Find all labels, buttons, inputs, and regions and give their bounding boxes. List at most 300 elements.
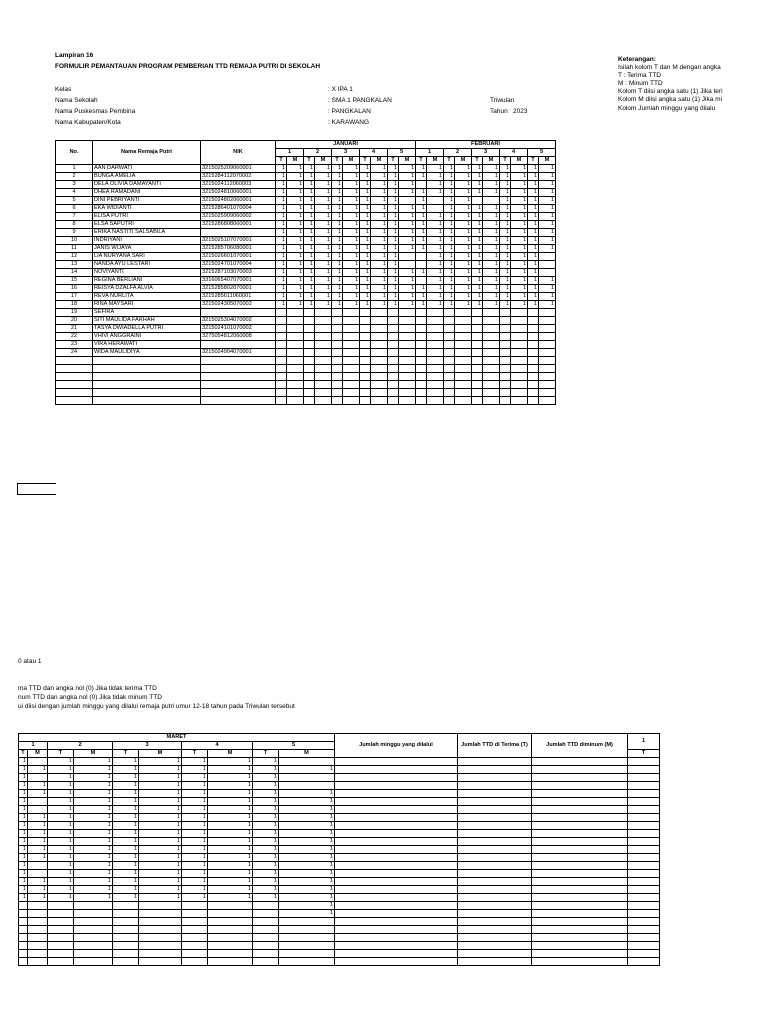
ttd-value: 1: [279, 862, 335, 870]
ttd-value: 1: [28, 766, 48, 774]
ttd-value: 1: [182, 782, 208, 790]
monitoring-table-maret: [18, 733, 660, 966]
ttd-value: [416, 349, 427, 357]
summary-cell: [532, 902, 628, 910]
summary-cell: [335, 878, 458, 886]
ttd-value: 1: [113, 798, 139, 806]
empty-cell: [19, 926, 28, 934]
empty-cell: [343, 397, 360, 405]
col-header-name: Nama Remaja Putri: [93, 141, 201, 165]
ttd-value: 1: [483, 261, 500, 269]
ttd-value: 1: [182, 870, 208, 878]
ttd-value: 1: [139, 766, 182, 774]
ttd-value: [279, 758, 335, 766]
ttd-value: [343, 325, 360, 333]
student-no: 22: [56, 333, 93, 341]
ttd-value: [388, 325, 399, 333]
empty-cell: [201, 357, 276, 365]
empty-cell: [28, 918, 48, 926]
ttd-value: 1: [287, 189, 304, 197]
ttd-value: 1: [427, 165, 444, 173]
ttd-value: 1: [483, 221, 500, 229]
ttd-value: 1: [287, 269, 304, 277]
ttd-value: [19, 910, 28, 918]
student-no: 21: [56, 325, 93, 333]
ttd-value: 1: [139, 822, 182, 830]
ttd-value: 1: [399, 269, 416, 277]
ttd-value: [399, 253, 416, 261]
ttd-value: 1: [28, 894, 48, 902]
week-header: 4: [360, 149, 388, 157]
ttd-value: [528, 341, 539, 349]
empty-cell: [628, 958, 660, 966]
table-row-empty: [56, 365, 556, 373]
empty-cell: [335, 950, 458, 958]
tahun-value: 2023: [513, 108, 528, 115]
ttd-value: 1: [315, 293, 332, 301]
empty-cell: [458, 918, 532, 926]
empty-cell: [56, 389, 93, 397]
ttd-value: 1: [287, 285, 304, 293]
ttd-value: 1: [399, 189, 416, 197]
ttd-value: 1: [455, 253, 472, 261]
empty-cell: [139, 918, 182, 926]
student-name: TASYA DWIADELLA PUTRI: [93, 325, 201, 333]
ttd-value: 1: [500, 245, 511, 253]
student-no: 7: [56, 213, 93, 221]
table-row: [56, 301, 556, 309]
ttd-value: 1: [139, 838, 182, 846]
ttd-value: 1: [388, 261, 399, 269]
empty-cell: [253, 958, 279, 966]
empty-cell: [74, 950, 113, 958]
empty-cell: [335, 958, 458, 966]
summary-cell: [335, 766, 458, 774]
empty-cell: [360, 381, 371, 389]
ttd-value: 1: [139, 814, 182, 822]
ttd-value: 1: [511, 261, 528, 269]
ttd-value: 1: [511, 277, 528, 285]
empty-cell: [500, 389, 511, 397]
ttd-value: 1: [539, 229, 556, 237]
ttd-value: 1: [304, 197, 315, 205]
summary-cell: [628, 886, 660, 894]
ttd-value: 1: [182, 814, 208, 822]
table-row-empty: [56, 397, 556, 405]
ttd-value: [48, 910, 74, 918]
table-row: [56, 277, 556, 285]
student-no: 23: [56, 341, 93, 349]
empty-cell: [388, 389, 399, 397]
ttd-value: 1: [304, 213, 315, 221]
student-name: VHIVI ANGGRAINI: [93, 333, 201, 341]
empty-cell: [458, 950, 532, 958]
ttd-value: [253, 910, 279, 918]
ttd-value: 1: [19, 894, 28, 902]
ttd-value: 1: [276, 205, 287, 213]
ttd-value: 1: [315, 189, 332, 197]
empty-cell: [472, 389, 483, 397]
ttd-value: [343, 333, 360, 341]
ttd-value: 1: [511, 205, 528, 213]
col-header-jumlah-minum: Jumlah TTD diminum (M): [532, 734, 628, 758]
summary-cell: [532, 846, 628, 854]
ttd-value: 1: [388, 285, 399, 293]
summary-cell: [532, 862, 628, 870]
ttd-value: 1: [343, 269, 360, 277]
empty-cell: [287, 373, 304, 381]
ttd-value: [276, 325, 287, 333]
ttd-value: 1: [276, 181, 287, 189]
empty-cell: [399, 357, 416, 365]
ttd-value: 1: [276, 277, 287, 285]
table-row: [19, 846, 660, 854]
ttd-value: [511, 341, 528, 349]
ttd-value: [416, 341, 427, 349]
week-header: 1: [416, 149, 444, 157]
empty-cell: [455, 365, 472, 373]
student-name: DELA OLIVIA DAMAYANTI: [93, 181, 201, 189]
ttd-value: 1: [253, 894, 279, 902]
ttd-value: 1: [304, 277, 315, 285]
page-break-line: [17, 483, 56, 495]
student-name: LIA NURYANA SARI: [93, 253, 201, 261]
ttd-value: 1: [511, 221, 528, 229]
ttd-value: [528, 325, 539, 333]
month-header-februari: FEBRUARI: [416, 141, 556, 149]
ttd-value: 1: [472, 221, 483, 229]
table-row: [56, 181, 556, 189]
table-row: [56, 269, 556, 277]
empty-cell: [444, 365, 455, 373]
table-row: [56, 189, 556, 197]
ttd-value: 1: [472, 277, 483, 285]
ttd-value: 1: [332, 269, 343, 277]
table-row: [19, 878, 660, 886]
ttd-value: 1: [388, 173, 399, 181]
ttd-value: 1: [427, 261, 444, 269]
table-row-empty: [56, 381, 556, 389]
ttd-value: 1: [48, 814, 74, 822]
col-header-m: M: [539, 157, 556, 165]
summary-cell: [458, 910, 532, 918]
empty-cell: [332, 381, 343, 389]
ttd-value: 1: [388, 213, 399, 221]
monitoring-table-jan-feb: [55, 140, 556, 405]
ttd-value: 1: [287, 197, 304, 205]
empty-cell: [208, 926, 253, 934]
empty-cell: [113, 950, 139, 958]
student-name: SITI MAULIDA FARHAH: [93, 317, 201, 325]
empty-cell: [388, 381, 399, 389]
ttd-value: 1: [528, 165, 539, 173]
student-nik: 3215025909060002: [201, 213, 276, 221]
ttd-value: 1: [287, 245, 304, 253]
ttd-value: 1: [388, 229, 399, 237]
ttd-value: 1: [315, 245, 332, 253]
ttd-value: [528, 317, 539, 325]
ttd-value: 1: [371, 293, 388, 301]
ttd-value: [74, 910, 113, 918]
empty-cell: [276, 373, 287, 381]
empty-cell: [48, 918, 74, 926]
summary-cell: [628, 814, 660, 822]
student-name: ERIKA NASTITI SALSABILA: [93, 229, 201, 237]
summary-cell: [458, 902, 532, 910]
empty-cell: [253, 950, 279, 958]
empty-cell: [201, 381, 276, 389]
ttd-value: [455, 309, 472, 317]
ttd-value: 1: [500, 213, 511, 221]
summary-cell: [532, 830, 628, 838]
empty-cell: [208, 918, 253, 926]
student-nik: 3215024112060003: [201, 181, 276, 189]
student-name: NANDA AYU LESTARI: [93, 261, 201, 269]
ttd-value: [304, 333, 315, 341]
empty-cell: [201, 373, 276, 381]
ttd-value: 1: [511, 269, 528, 277]
ttd-value: [427, 205, 444, 213]
ttd-value: [28, 910, 48, 918]
empty-cell: [539, 397, 556, 405]
ttd-value: 1: [113, 766, 139, 774]
ttd-value: 1: [528, 229, 539, 237]
ttd-value: [455, 349, 472, 357]
ttd-value: 1: [343, 165, 360, 173]
ttd-value: [287, 349, 304, 357]
col-header-m: M: [511, 157, 528, 165]
ttd-value: [371, 333, 388, 341]
ttd-value: 1: [287, 213, 304, 221]
ttd-value: 1: [74, 782, 113, 790]
ttd-value: [539, 341, 556, 349]
ttd-value: 1: [113, 774, 139, 782]
ttd-value: [472, 341, 483, 349]
ttd-value: 1: [253, 806, 279, 814]
ttd-value: 1: [208, 846, 253, 854]
summary-cell: [458, 814, 532, 822]
note-line: ui diisi dengan jumlah minggu yang dilalui remaja putri umur 12-18 tahun pada Triwulan tersebut: [18, 703, 295, 710]
ttd-value: 1: [483, 173, 500, 181]
ttd-value: [182, 910, 208, 918]
student-name: AAN DARWATI: [93, 165, 201, 173]
ttd-value: 1: [74, 862, 113, 870]
ttd-value: [511, 309, 528, 317]
keterangan-line: T : Terima TTD: [618, 72, 661, 79]
ttd-value: 1: [276, 245, 287, 253]
ttd-value: 1: [304, 181, 315, 189]
week-header: 4: [500, 149, 528, 157]
ttd-value: 1: [48, 854, 74, 862]
empty-cell: [444, 389, 455, 397]
summary-cell: [628, 758, 660, 766]
col-header-t: T: [416, 157, 427, 165]
empty-cell: [201, 365, 276, 373]
col-header-m: M: [371, 157, 388, 165]
ttd-value: 1: [48, 806, 74, 814]
summary-cell: [628, 774, 660, 782]
empty-cell: [399, 373, 416, 381]
student-name: ELSA SAPUTRI: [93, 221, 201, 229]
ttd-value: 1: [500, 261, 511, 269]
empty-cell: [472, 365, 483, 373]
empty-cell: [276, 357, 287, 365]
empty-cell: [628, 926, 660, 934]
empty-cell: [93, 397, 201, 405]
ttd-value: 1: [427, 173, 444, 181]
ttd-value: 1: [28, 814, 48, 822]
summary-cell: [628, 838, 660, 846]
ttd-value: 1: [416, 301, 427, 309]
student-name: VIRA HERAWATI: [93, 341, 201, 349]
empty-cell: [416, 365, 427, 373]
ttd-value: [427, 349, 444, 357]
ttd-value: 1: [528, 221, 539, 229]
ttd-value: [19, 902, 28, 910]
ttd-value: [343, 349, 360, 357]
ttd-value: 1: [182, 830, 208, 838]
ttd-value: [539, 317, 556, 325]
table-row: [19, 854, 660, 862]
ttd-value: [444, 309, 455, 317]
ttd-value: 1: [332, 173, 343, 181]
ttd-value: [427, 325, 444, 333]
col-header-t: T: [500, 157, 511, 165]
ttd-value: [371, 325, 388, 333]
ttd-value: 1: [113, 846, 139, 854]
ttd-value: 1: [253, 830, 279, 838]
ttd-value: 1: [416, 197, 427, 205]
table-row: [56, 173, 556, 181]
summary-cell: [628, 870, 660, 878]
ttd-value: [444, 325, 455, 333]
empty-cell: [335, 926, 458, 934]
empty-cell: [113, 934, 139, 942]
empty-cell: [253, 918, 279, 926]
ttd-value: 1: [74, 886, 113, 894]
ttd-value: [472, 197, 483, 205]
ttd-value: 1: [19, 806, 28, 814]
ttd-value: 1: [360, 205, 371, 213]
empty-cell: [371, 389, 388, 397]
summary-cell: [628, 902, 660, 910]
ttd-value: 1: [332, 165, 343, 173]
ttd-value: 1: [444, 301, 455, 309]
ttd-value: [304, 309, 315, 317]
ttd-value: 1: [182, 846, 208, 854]
ttd-value: 1: [304, 237, 315, 245]
ttd-value: [276, 333, 287, 341]
ttd-value: 1: [500, 293, 511, 301]
empty-cell: [628, 918, 660, 926]
empty-cell: [335, 918, 458, 926]
empty-cell: [455, 357, 472, 365]
empty-cell: [511, 397, 528, 405]
summary-cell: [458, 830, 532, 838]
empty-cell: [483, 381, 500, 389]
ttd-value: 1: [444, 205, 455, 213]
ttd-value: 1: [500, 269, 511, 277]
ttd-value: [182, 902, 208, 910]
ttd-value: 1: [528, 205, 539, 213]
ttd-value: [332, 333, 343, 341]
ttd-value: 1: [304, 253, 315, 261]
empty-cell: [56, 373, 93, 381]
table-row: [56, 229, 556, 237]
ttd-value: 1: [28, 854, 48, 862]
ttd-value: 1: [455, 237, 472, 245]
ttd-value: 1: [343, 189, 360, 197]
ttd-value: 1: [444, 213, 455, 221]
summary-cell: [532, 806, 628, 814]
ttd-value: 1: [500, 197, 511, 205]
empty-cell: [253, 934, 279, 942]
ttd-value: 1: [276, 301, 287, 309]
table-row: [56, 325, 556, 333]
ttd-value: [315, 349, 332, 357]
ttd-value: [483, 309, 500, 317]
student-no: 17: [56, 293, 93, 301]
empty-cell: [628, 942, 660, 950]
ttd-value: 1: [19, 774, 28, 782]
month-header-januari: JANUARI: [276, 141, 416, 149]
summary-cell: [335, 894, 458, 902]
ttd-value: 1: [444, 181, 455, 189]
student-no: 11: [56, 245, 93, 253]
ttd-value: 1: [208, 774, 253, 782]
ttd-value: [472, 349, 483, 357]
summary-cell: [335, 790, 458, 798]
ttd-value: 1: [208, 766, 253, 774]
ttd-value: 1: [483, 301, 500, 309]
ttd-value: 1: [276, 197, 287, 205]
empty-cell: [287, 397, 304, 405]
ttd-value: 1: [399, 165, 416, 173]
ttd-value: 1: [528, 237, 539, 245]
ttd-value: 1: [332, 237, 343, 245]
ttd-value: 1: [48, 822, 74, 830]
ttd-value: 1: [332, 189, 343, 197]
ttd-value: 1: [500, 237, 511, 245]
summary-cell: [458, 870, 532, 878]
ttd-value: [343, 317, 360, 325]
student-no: 15: [56, 277, 93, 285]
ttd-value: 1: [416, 285, 427, 293]
ttd-value: 1: [511, 213, 528, 221]
ttd-value: 1: [343, 205, 360, 213]
ttd-value: 1: [315, 205, 332, 213]
empty-cell: [511, 357, 528, 365]
table-row: [56, 245, 556, 253]
summary-cell: [458, 878, 532, 886]
ttd-value: 1: [304, 229, 315, 237]
table-row: [56, 213, 556, 221]
ttd-value: 1: [444, 277, 455, 285]
summary-cell: [335, 774, 458, 782]
ttd-value: 1: [208, 814, 253, 822]
ttd-value: [287, 333, 304, 341]
ttd-value: 1: [113, 886, 139, 894]
empty-cell: [399, 397, 416, 405]
ttd-value: 1: [19, 758, 28, 766]
student-name: INDRIYANI: [93, 237, 201, 245]
ttd-value: 1: [539, 293, 556, 301]
ttd-value: 1: [182, 838, 208, 846]
ttd-value: 1: [28, 830, 48, 838]
ttd-value: 1: [483, 181, 500, 189]
student-no: 3: [56, 181, 93, 189]
student-nik: [201, 309, 276, 317]
